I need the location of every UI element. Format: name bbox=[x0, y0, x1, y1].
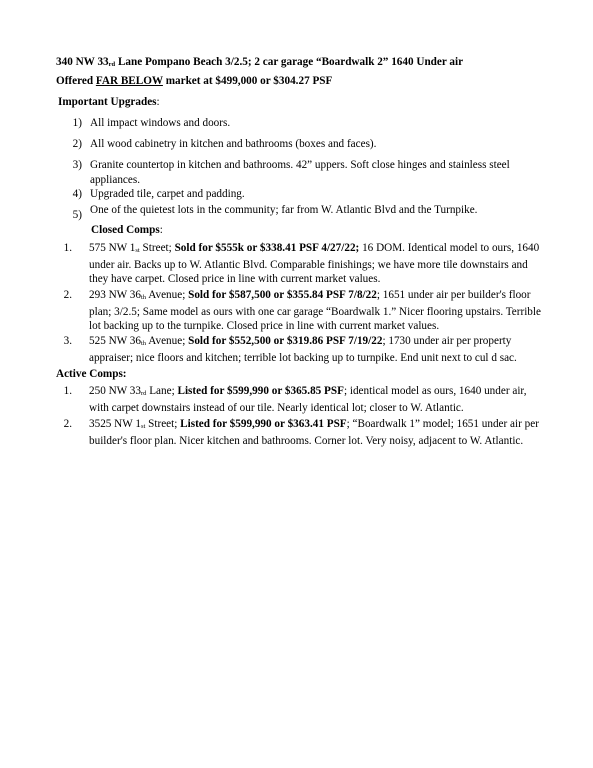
active-comp-item bbox=[89, 384, 544, 415]
comp-number: 2. bbox=[63, 289, 72, 301]
closed-comp-item bbox=[89, 334, 549, 365]
upgrade-number: 3) bbox=[72, 159, 82, 171]
comp-street: Lane; bbox=[146, 385, 178, 397]
upgrade-number: 5) bbox=[72, 209, 82, 221]
closed-comps-heading bbox=[91, 223, 163, 237]
upgrade-number: 2) bbox=[72, 138, 82, 150]
upgrades-heading-colon: : bbox=[156, 96, 160, 108]
comp-street: Street; bbox=[145, 418, 181, 430]
closed-comp-item bbox=[89, 288, 549, 334]
comp-details: ; 1730 under air per property appraiser; nice floors and kitchen; terrible lot backing up to turnpike. End unit next to cul d sac. bbox=[89, 335, 517, 364]
offer-price: market at $499,000 or $304.27 PSF bbox=[162, 75, 333, 87]
upgrades-heading-text: Important Upgrades bbox=[58, 96, 157, 108]
comp-list-price: Listed for $599,990 or $363.41 PSF bbox=[180, 418, 347, 430]
comp-street: Avenue; bbox=[146, 335, 189, 347]
address-ordinal: rd bbox=[108, 61, 116, 68]
active-comps-heading: Active Comps: bbox=[56, 368, 127, 380]
comp-number: 3. bbox=[63, 335, 72, 347]
comp-details: ; “Boardwalk 1” model; 1651 under air per builder's floor plan. Nicer kitchen and bathrooms. Corner lot. Very noisy, adjacent to W. Atlantic. bbox=[89, 418, 539, 447]
active-comp-item bbox=[89, 417, 549, 448]
comp-address: 525 NW 36 bbox=[89, 335, 141, 347]
comp-ordinal: th bbox=[141, 340, 147, 347]
comp-sale-price: Sold for $555k or $338.41 PSF 4/27/22; bbox=[174, 242, 360, 254]
comp-address: 250 NW 33 bbox=[89, 385, 141, 397]
upgrade-number: 1) bbox=[72, 117, 82, 129]
comp-ordinal: th bbox=[141, 294, 147, 301]
address-part: 340 NW 33 bbox=[56, 56, 109, 68]
address-details: Lane Pompano Beach 3/2.5; 2 car garage “Boardwalk 2” 1640 Under air bbox=[115, 56, 464, 68]
upgrade-number: 4) bbox=[72, 188, 82, 200]
comp-sale-price: Sold for $552,500 or $319.86 PSF 7/19/22 bbox=[188, 335, 383, 347]
comp-sale-price: Sold for $587,500 or $355.84 PSF 7/8/22 bbox=[188, 289, 377, 301]
comp-number: 1. bbox=[63, 385, 72, 397]
comp-details: ; 1651 under air per builder's floor plan; 3/2.5; Same model as ours with one car garage “Boardwalk 1.” Nicer flooring upstairs. Terrible lot backing up to the turnpike. Closed price in line with current market values. bbox=[89, 289, 541, 333]
comp-ordinal: st bbox=[141, 423, 146, 430]
comp-street: Avenue; bbox=[146, 289, 189, 301]
comp-details: ; identical model as ours, 1640 under air, with carpet downstairs instead of our tile. Nearly identical lot; closer to W. Atlantic. bbox=[89, 385, 527, 414]
comp-details: 16 DOM. Identical model to ours, 1640 under air. Backs up to W. Atlantic Blvd. Comparable finishings; we have more tile downstairs and they have carpet. Closed price in line with current market values. bbox=[89, 242, 540, 286]
upgrade-item: All wood cabinetry in kitchen and bathrooms (boxes and faces). bbox=[90, 138, 377, 150]
comp-ordinal: st bbox=[135, 247, 140, 254]
closed-comp-item bbox=[89, 241, 547, 287]
upgrade-item: Upgraded tile, carpet and padding. bbox=[90, 188, 245, 200]
comp-number: 2. bbox=[63, 418, 72, 430]
comp-address: 3525 NW 1 bbox=[89, 418, 141, 430]
upgrades-heading bbox=[58, 95, 160, 109]
comp-address: 575 NW 1 bbox=[89, 242, 136, 254]
upgrade-item: One of the quietest lots in the community; far from W. Atlantic Blvd and the Turnpike. bbox=[90, 204, 478, 216]
comp-ordinal: rd bbox=[141, 390, 147, 397]
comp-address: 293 NW 36 bbox=[89, 289, 141, 301]
offer-emphasis: FAR BELOW bbox=[95, 75, 163, 87]
upgrade-item: All impact windows and doors. bbox=[90, 117, 231, 129]
comp-list-price: Listed for $599,990 or $365.85 PSF bbox=[177, 385, 344, 397]
offer-line bbox=[56, 74, 332, 88]
closed-heading-colon: : bbox=[159, 224, 163, 236]
offer-prefix: Offered bbox=[56, 75, 96, 87]
upgrade-item: Granite countertop in kitchen and bathrooms. 42” uppers. Soft close hinges and stainless steel appliances. bbox=[90, 159, 510, 186]
closed-heading-text: Closed Comps bbox=[91, 224, 160, 236]
comp-street: Street; bbox=[139, 242, 175, 254]
comp-number: 1. bbox=[63, 242, 72, 254]
property-title bbox=[56, 55, 463, 71]
